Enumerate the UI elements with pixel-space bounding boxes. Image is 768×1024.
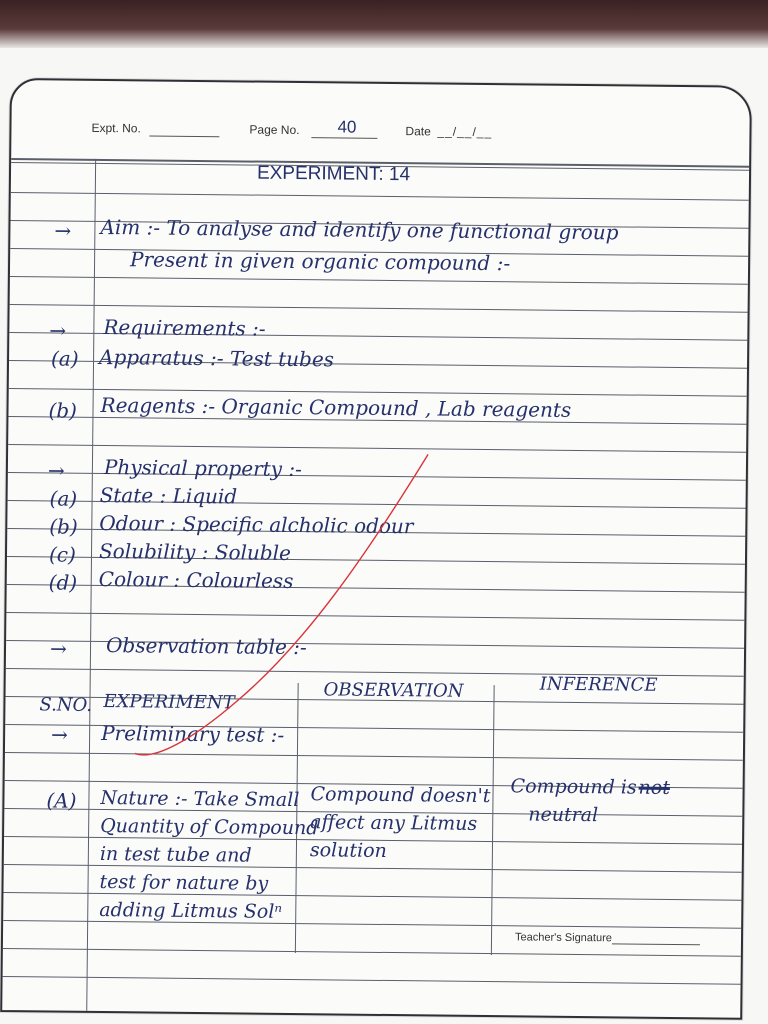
- teachers-signature: [515, 931, 700, 945]
- experiment-title: EXPERIMENT: 14: [256, 162, 411, 186]
- row-a-observation-line-1: Compound doesn't: [310, 783, 491, 808]
- row-a-experiment-line-2: Quantity of Compound: [100, 814, 319, 840]
- state-text: State : Liquid: [99, 482, 238, 509]
- observation-heading: Observation table :-: [105, 633, 307, 660]
- row-a-experiment-line-4: test for nature by: [99, 870, 269, 895]
- row-a-observation-line-3: solution: [309, 839, 387, 862]
- observation-arrow: →: [49, 636, 67, 661]
- row-a-marker: (A): [46, 788, 77, 813]
- date-label: Date: [405, 124, 431, 139]
- odour-text: Odour : Specific alcholic odour: [99, 510, 414, 539]
- notebook-page: [0, 78, 752, 1020]
- odour-marker: (b): [49, 514, 78, 539]
- requirements-arrow: →: [49, 318, 67, 343]
- aim-line-1: Aim :- To analyse and identify one functional group: [100, 214, 619, 245]
- date-value: __/__/__: [437, 124, 493, 140]
- apparatus-text: Apparatus :- Test tubes: [98, 344, 335, 372]
- physical-heading: Physical property :-: [103, 455, 303, 482]
- table-header-experiment: EXPERIMENT: [103, 691, 235, 714]
- row-a-observation-line-2: affect any Litmus: [310, 811, 478, 835]
- colour-marker: (d): [48, 570, 78, 595]
- signature-label: Teacher's Signature: [514, 931, 612, 945]
- row-a-inference-line-1: Compound is: [510, 775, 637, 799]
- row-a-experiment-line-5: adding Litmus Solⁿ: [99, 898, 283, 923]
- physical-arrow: →: [47, 458, 65, 483]
- solubility-text: Solubility : Soluble: [98, 538, 292, 565]
- table-header-inference: INFERENCE: [539, 673, 658, 696]
- apparatus-marker: (a): [50, 346, 79, 371]
- table-header-sno: S.NO.: [39, 694, 93, 716]
- red-tick-mark-icon: [2, 80, 750, 1018]
- prelim-heading: Preliminary test :-: [101, 720, 285, 747]
- table-header-observation: OBSERVATION: [323, 679, 464, 702]
- row-a-inference-line-2: neutral: [528, 803, 599, 827]
- aim-line-2: Present in given organic compound :-: [129, 247, 511, 276]
- prelim-arrow: →: [51, 722, 69, 747]
- colour-text: Colour : Colourless: [98, 566, 294, 593]
- page-no-label: Page No.: [249, 122, 300, 138]
- reagents-marker: (b): [48, 398, 78, 423]
- row-a-experiment-line-3: in test tube and: [99, 842, 252, 867]
- page-no-value: 40: [337, 117, 357, 137]
- solubility-marker: (c): [48, 542, 76, 567]
- background-table: [0, 0, 768, 48]
- state-marker: (a): [49, 486, 78, 511]
- expt-no-label: Expt. No.: [91, 120, 141, 136]
- requirements-heading: Requirements :-: [103, 314, 266, 341]
- aim-arrow: →: [54, 218, 72, 243]
- row-a-inference-struck-word: not: [638, 776, 671, 799]
- reagents-text: Reagents :- Organic Compound , Lab reagents: [100, 392, 572, 422]
- row-a-experiment-line-1: Nature :- Take Small: [100, 786, 300, 812]
